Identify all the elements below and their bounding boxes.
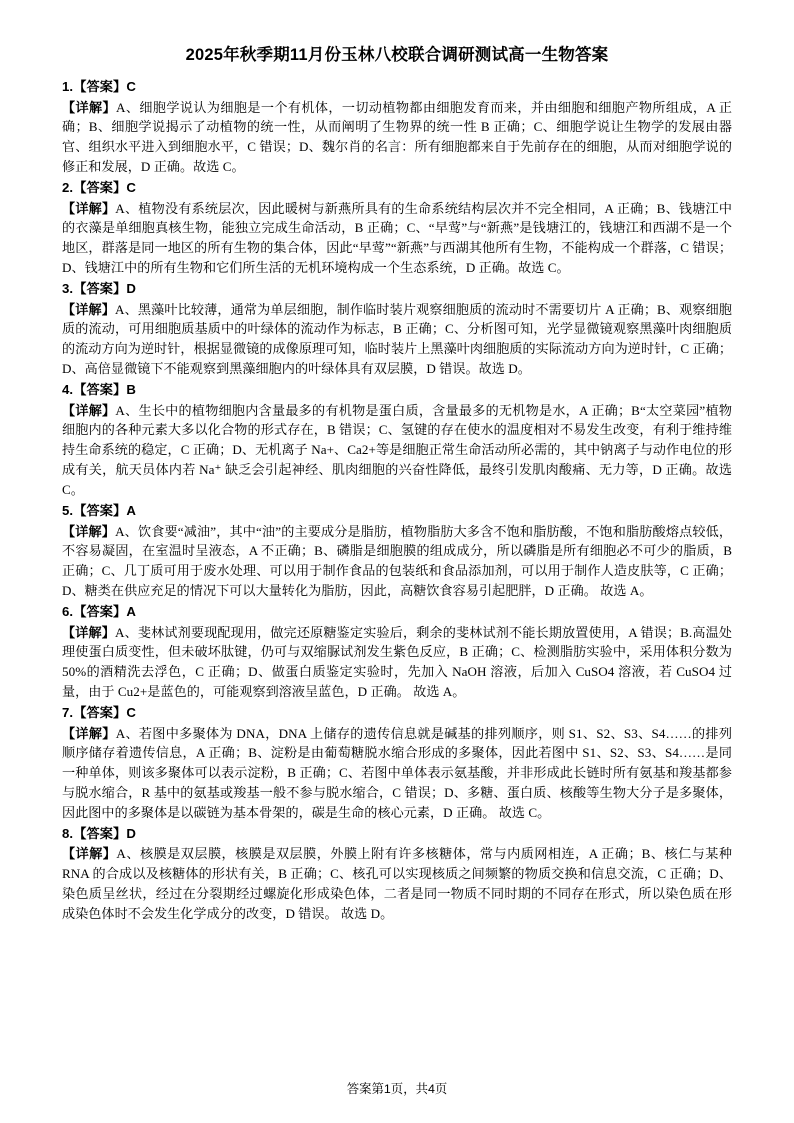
explanation: [62, 199, 732, 279]
explanation: [62, 401, 732, 500]
page-footer: 答案第1页，共4页: [346, 1082, 448, 1096]
answer-label: 4.【答案】B: [62, 382, 136, 398]
explanation-lead: 【详解】: [62, 99, 117, 115]
question-block: [62, 824, 732, 924]
explanation-text: A、斐林试剂要现配现用，做完还原糖鉴定实验后，剩余的斐林试剂不能长期放置使用，A 错误；B.高温处理使蛋白质变性，但未破坏肽键，仍可与双缩脲试剂发生紫色反应，B 正确；C、检测脂肪实验中，采用体积分数为 50%的酒精洗去浮色，C 正确；D、做蛋白质鉴定实验时，先加入 NaOH 溶液，后加入 CuSO4 溶液，若 CuSO4 过量，由于 Cu2+是蓝色的，可能观察到溶液呈蓝色，D 正确。 故选 A。: [62, 624, 732, 700]
explanation-lead: 【详解】: [62, 523, 116, 539]
explanation-lead: 【详解】: [62, 402, 116, 418]
question-block: [62, 279, 732, 379]
answer-label: 6.【答案】A: [62, 604, 136, 620]
explanation: [62, 98, 732, 178]
question-block: [62, 501, 732, 601]
question-block: [62, 77, 732, 177]
explanation-text: A、植物没有系统层次，因此暖树与新燕所具有的生命系统结构层次并不完全相同，A 正确；B、钱塘江中的衣藻是单细胞真核生物，能独立完成生命活动，B 正确；C、“早莺”与“新燕”是钱塘江的，钱塘江和西湖不是一个地区，群落是同一地区的所有生物的集合体，因此“早莺”“新燕”与西湖其他所有生物，不能构成一个群落，C 错误；D、钱塘江中的所有生物和它们所生活的无机环境构成一个生态系统，D 正确。故选 C。: [62, 200, 733, 276]
explanation-text: A、饮食要“减油”，其中“油”的主要成分是脂肪，植物脂肪大多含不饱和脂肪酸，不饱和脂肪酸熔点较低，不容易凝固，在室温时呈液态，A 不正确；B、磷脂是细胞膜的组成成分，所以磷脂是所有细胞必不可少的脂质，B 正确；C、几丁质可用于废水处理、可以用于制作食品的包装纸和食品添加剂，可以用于制作人造皮肤等，C 正确；D、糖类在供应充足的情况下可以大量转化为脂肪，因此，高糖饮食容易引起肥胖，D 正确。 故选 A。: [62, 523, 733, 599]
explanation-text: A、黑藻叶比较薄，通常为单层细胞，制作临时装片观察细胞质的流动时不需要切片 A 正确；B、观察细胞质的流动，可用细胞质基质中的叶绿体的流动作为标志，B 正确；C、分析图可知，光学显微镜观察黑藻叶肉细胞质的流动方向为逆时针，根据显微镜的成像原理可知，临时装片上黑藻叶肉细胞质的实际流动方向为逆时针，C 正确；D、高倍显微镜下不能观察到黑藻细胞内的叶绿体具有双层膜，D 错误。故选 D。: [62, 301, 733, 377]
explanation: [62, 724, 732, 823]
explanation: [62, 522, 732, 602]
page-title: 2025年秋季期11月份玉林八校联合调研测试高一生物答案: [185, 46, 609, 64]
explanation-lead: 【详解】: [62, 624, 116, 640]
question-block: [62, 178, 732, 278]
explanation-text: A、核膜是双层膜，核膜是双层膜，外膜上附有许多核糖体，常与内质网相连，A 正确；B、核仁与某种 RNA 的合成以及核糖体的形状有关，B 正确；C、核孔可以实现核质之间频繁的物质交换和信息交流，C 正确；D、染色质呈丝状，经过在分裂期经过螺旋化形成染色体，二者是同一物质不同时期的不同存在形式，所以染色质在形成染色体时不会发生化学成分的改变，D 错误。 故选 D。: [62, 846, 733, 922]
answer-label: 5.【答案】A: [62, 503, 136, 519]
answer-label: 3.【答案】D: [62, 281, 136, 297]
answer-label: 1.【答案】C: [62, 79, 136, 95]
explanation-text: A、若图中多聚体为 DNA，DNA 上储存的遗传信息就是碱基的排列顺序，则 S1、S2、S3、S4……的排列顺序储存着遗传信息，A 正确；B、淀粉是由葡萄糖脱水缩合形成的多聚体，因此若图中 S1、S2、S3、S4……是同一种单体，则该多聚体可以表示淀粉，B 正确；C、若图中单体表示氨基酸，并非形成此长链时所有氨基和羧基都参与脱水缩合，R 基中的氨基或羧基一般不参与脱水缩合，C 错误；D、多糖、蛋白质、核酸等生物大分子是多聚体，因此图中的多聚体是以碳链为基本骨架的，碳是生命的核心元素，D 正确。 故选 C。: [62, 725, 732, 821]
explanation-lead: 【详解】: [62, 725, 116, 741]
explanation: [62, 623, 732, 703]
explanation-lead: 【详解】: [62, 200, 116, 216]
answer-label: 8.【答案】D: [62, 825, 136, 841]
explanation: [62, 300, 732, 380]
explanation-text: A、细胞学说认为细胞是一个有机体，一切动植物都由细胞发育而来，并由细胞和细胞产物所组成，A 正确；B、细胞学说揭示了动植物的统一性，从而阐明了生物界的统一性 B 正确；C、细胞学说让生物学的发展由器官、组织水平进入到细胞水平，C 错误；D、魏尔肖的名言：所有细胞都来自于先前存在的细胞，从而对细胞学说的修正和发展，D 正确。故选 C。: [62, 99, 733, 175]
explanation: [62, 844, 732, 924]
question-block: [62, 703, 732, 823]
explanation-lead: 【详解】: [62, 301, 116, 317]
explanation-lead: 【详解】: [62, 846, 117, 862]
explanation-text: A、生长中的植物细胞内含量最多的有机物是蛋白质，含量最多的无机物是水，A 正确；B“太空菜园”植物细胞内的各种元素大多以化合物的形式存在，B 错误；C、氢键的存在使水的温度相对不易发生改变，有利于维持维持生命系统的稳定，C 正确；D、无机离子 Na+、Ca2+等是细胞正常生命活动所必需的，其中钠离子与动作电位的形成有关，航天员体内若 Na⁺ 缺乏会引起神经、肌肉细胞的兴奋性降低，最终引发肌肉酸痛、无力等，D 正确。故选 C。: [62, 402, 732, 498]
question-block: [62, 380, 732, 500]
question-block: [62, 602, 732, 702]
answer-label: 2.【答案】C: [62, 180, 136, 196]
answer-label: 7.【答案】C: [62, 705, 136, 721]
